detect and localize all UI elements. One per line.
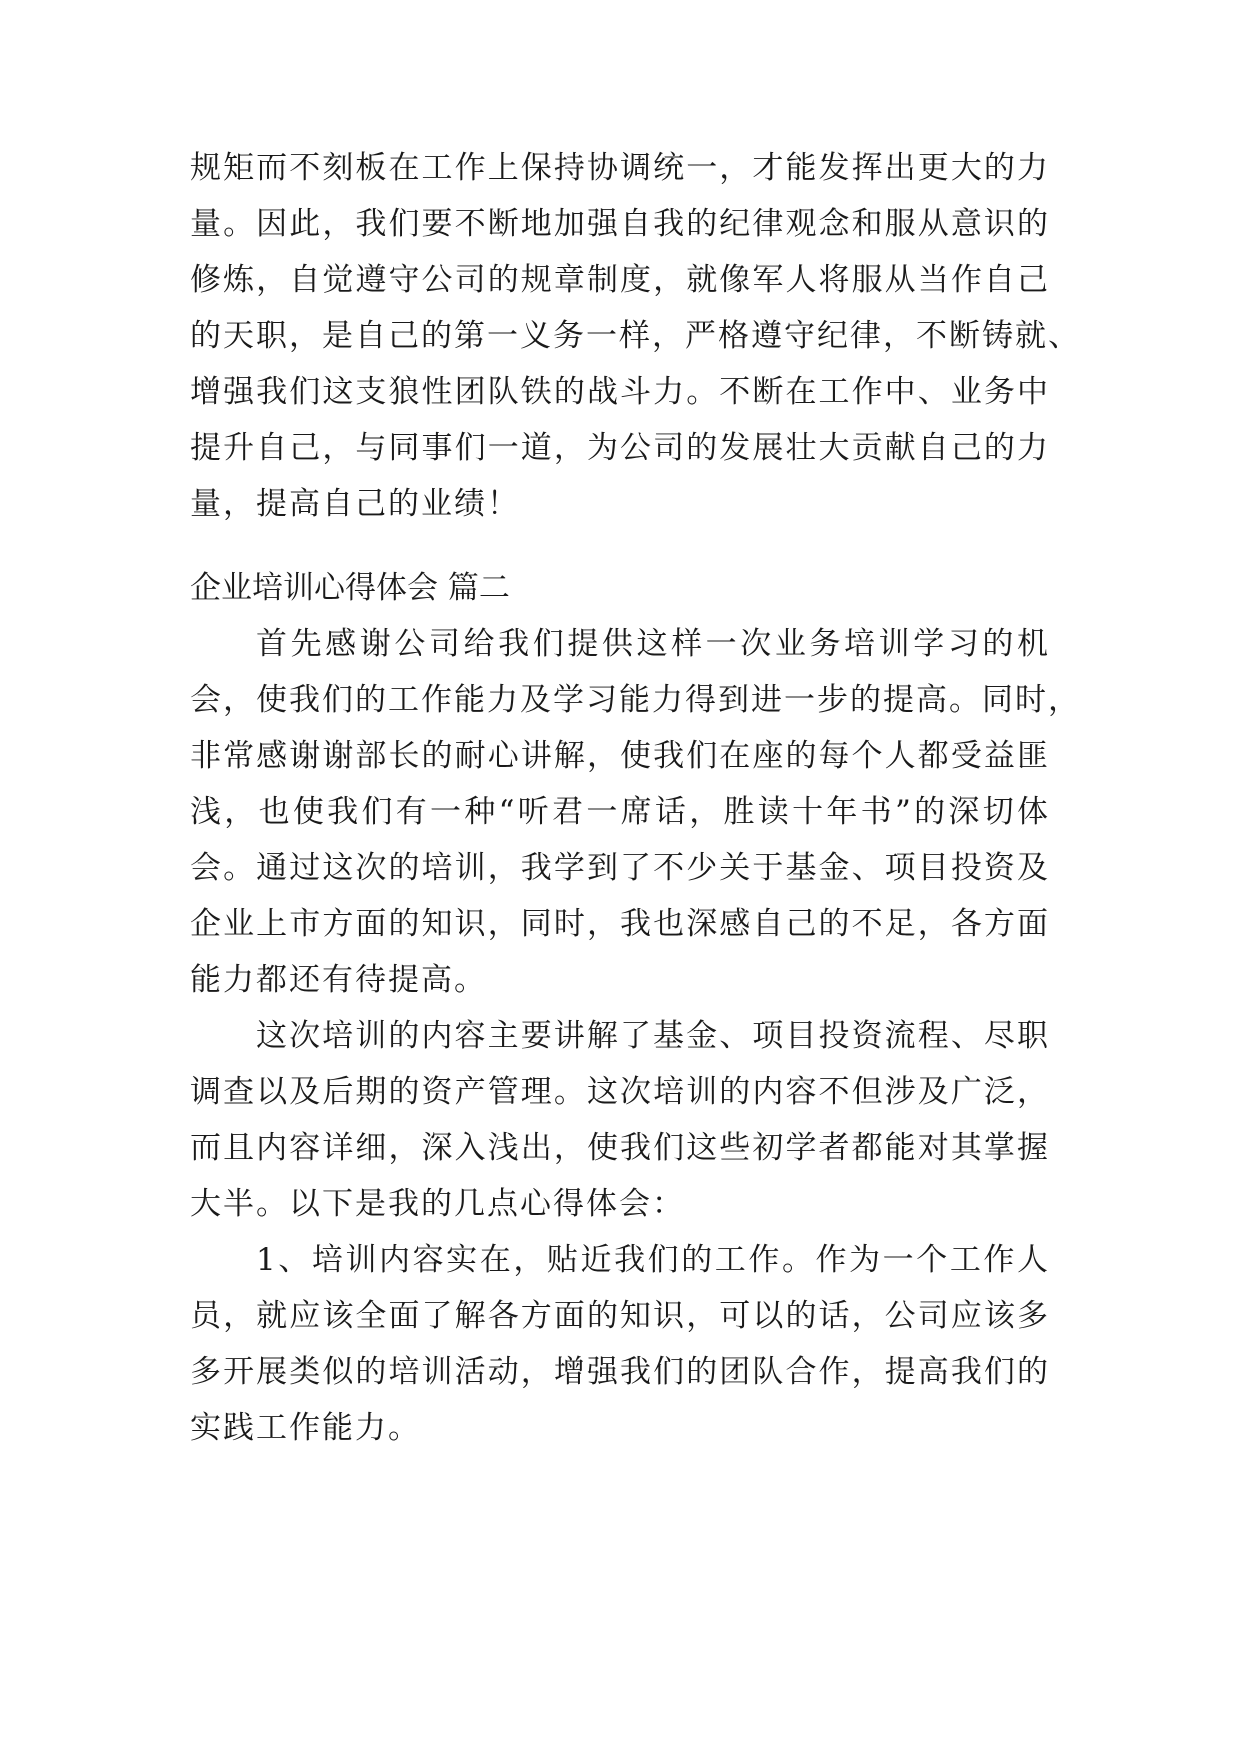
paragraph-continued [190,140,1081,532]
text-line: 能力都还有待提高。 [190,962,487,998]
text-line: 量。因此，我们要不断地加强自我的纪律观念和服从意识的 [190,206,1050,242]
text-line: 量，提高自己的业绩！ [190,486,520,522]
text-line: 这次培训的内容主要讲解了基金、项目投资流程、尽职 [256,1018,1050,1054]
text-line: 增强我们这支狼性团队铁的战斗力。不断在工作中、业务中 [190,374,1050,410]
paragraph-intro [190,616,1081,1008]
section-heading [190,560,1050,616]
text-line: 调查以及后期的资产管理。这次培训的内容不但涉及广泛， [190,1074,1050,1110]
text-line: 的天职，是自己的第一义务一样，严格遵守纪律，不断铸就、 [190,318,1081,354]
text-line: 浅，也使我们有一种“听君一席话，胜读十年书”的深切体 [190,794,1050,830]
text-line: 会，使我们的工作能力及学习能力得到进一步的提高。同时， [190,682,1081,718]
text-line: 提升自己，与同事们一道，为公司的发展壮大贡献自己的力 [190,430,1050,466]
text-line: 企业上市方面的知识，同时，我也深感自己的不足，各方面 [190,906,1050,942]
text-line: 而且内容详细，深入浅出，使我们这些初学者都能对其掌握 [190,1130,1050,1166]
text-line: 会。通过这次的培训，我学到了不少关于基金、项目投资及 [190,850,1050,886]
text-line: 非常感谢谢部长的耐心讲解，使我们在座的每个人都受益匪 [190,738,1050,774]
paragraph-point-1 [190,1232,1050,1456]
text-line: 大半。以下是我的几点心得体会： [190,1186,685,1222]
section-heading-text: 企业培训心得体会 篇二 [190,570,510,606]
text-line: 首先感谢公司给我们提供这样一次业务培训学习的机 [256,626,1050,662]
text-line: 修炼，自觉遵守公司的规章制度，就像军人将服从当作自己 [190,262,1050,298]
text-line: 多开展类似的培训活动，增强我们的团队合作，提高我们的 [190,1354,1050,1390]
text-line: 规矩而不刻板在工作上保持协调统一，才能发挥出更大的力 [190,150,1050,186]
text-line: 1、培训内容实在，贴近我们的工作。作为一个工作人 [256,1242,1050,1278]
paragraph-content [190,1008,1050,1232]
text-line: 实践工作能力。 [190,1410,421,1446]
text-line: 员，就应该全面了解各方面的知识，可以的话，公司应该多 [190,1298,1050,1334]
